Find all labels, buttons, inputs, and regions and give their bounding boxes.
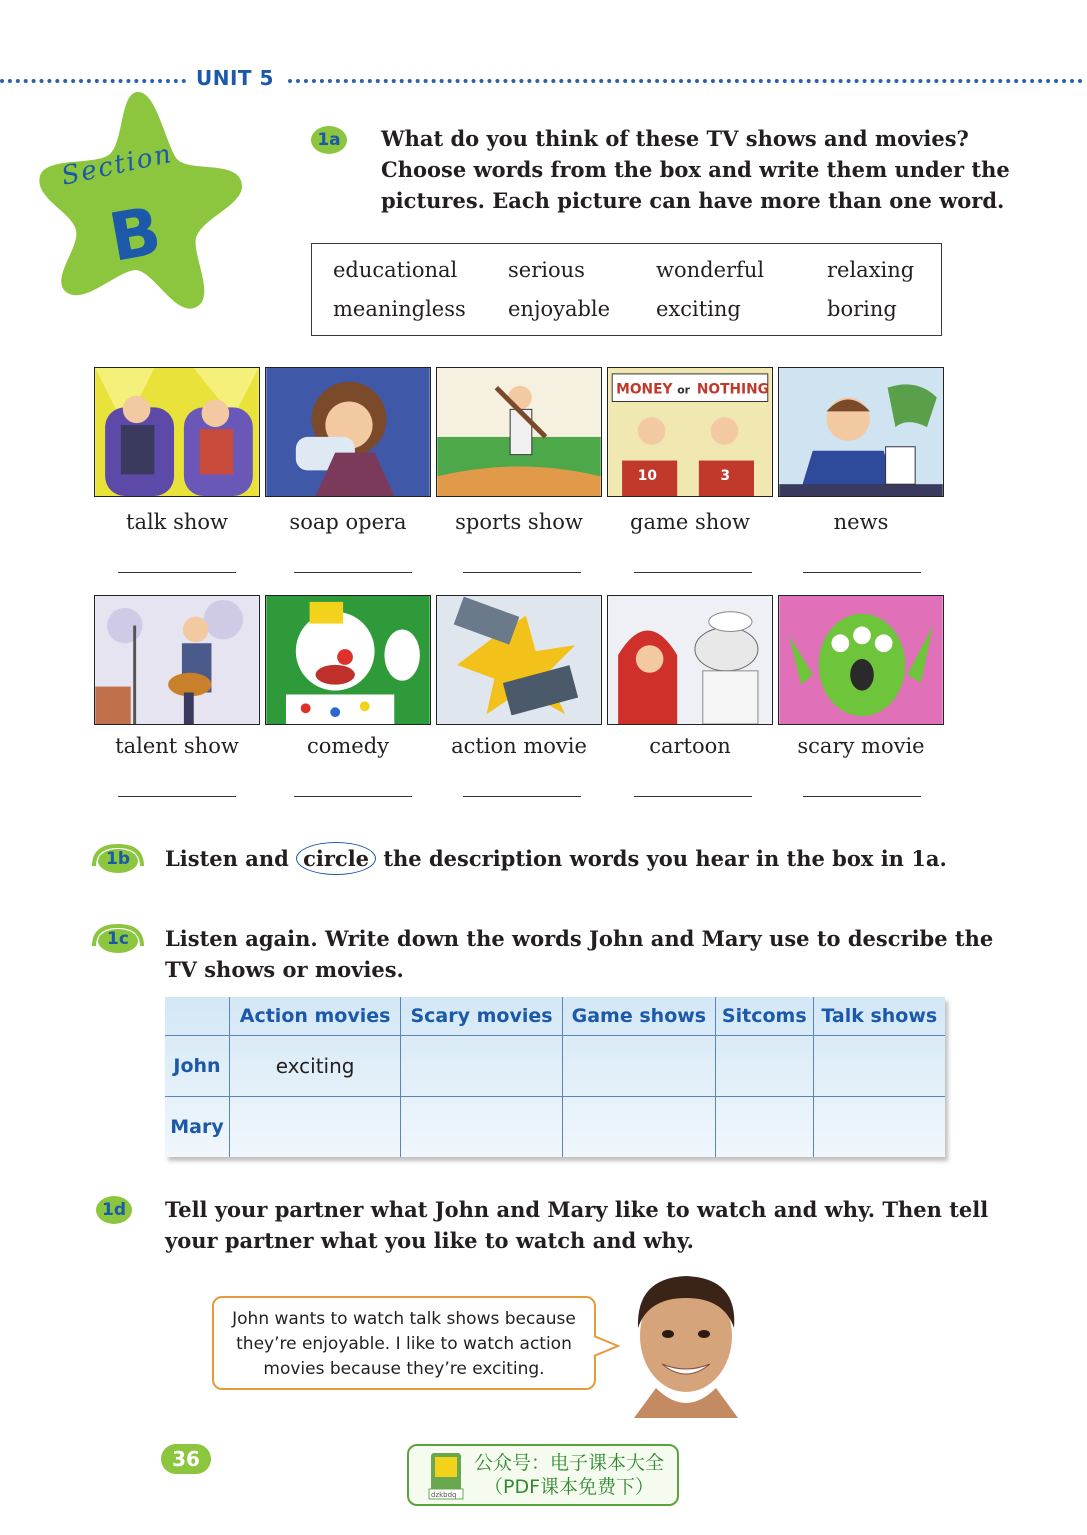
activity-1d-instruction xyxy=(165,1194,988,1256)
instruction-text: Listen and xyxy=(165,846,297,871)
instruction-line: Tell your partner what John and Mary like to watch and why. Then tell xyxy=(165,1197,989,1222)
comedy-picture xyxy=(265,595,431,725)
header-dots-right xyxy=(288,79,1083,83)
word-option[interactable]: boring xyxy=(827,297,897,321)
answer-blank[interactable] xyxy=(118,572,236,573)
table-cell[interactable] xyxy=(401,1036,563,1097)
table-corner xyxy=(165,997,230,1036)
activity-1c-label: 1c xyxy=(88,924,148,954)
table-header-row xyxy=(165,997,945,1036)
word-option[interactable]: educational xyxy=(333,258,458,282)
picture-caption: action movie xyxy=(451,734,587,758)
picture-caption: sports show xyxy=(455,510,583,534)
page-number: 36 xyxy=(161,1444,211,1474)
circled-word: circle xyxy=(296,842,376,875)
activity-1b-instruction xyxy=(165,842,947,875)
picture-caption: soap opera xyxy=(289,510,407,534)
instruction-line: your partner what you like to watch and why. xyxy=(165,1228,694,1253)
talk-show-picture xyxy=(94,367,260,497)
table-row-header: Mary xyxy=(165,1097,230,1158)
watermark-line: （PDF课本免费下） xyxy=(483,1476,655,1498)
table-cell[interactable] xyxy=(562,1036,715,1097)
speech-line: John wants to watch talk shows because xyxy=(232,1309,576,1329)
table-row-header: John xyxy=(165,1036,230,1097)
table-cell[interactable] xyxy=(562,1097,715,1158)
answer-blank[interactable] xyxy=(294,572,412,573)
word-option[interactable]: wonderful xyxy=(656,258,765,282)
instruction-line: What do you think of these TV shows and movies? xyxy=(381,126,969,151)
word-option[interactable]: serious xyxy=(508,258,585,282)
word-option[interactable]: exciting xyxy=(656,297,741,321)
activity-1b-label: 1b xyxy=(88,844,148,874)
talent-show-picture xyxy=(94,595,260,725)
header-dots-left xyxy=(0,79,186,83)
picture-caption: talk show xyxy=(126,510,228,534)
table-cell[interactable] xyxy=(813,1036,945,1097)
table-cell[interactable] xyxy=(230,1097,401,1158)
instruction-line: TV shows or movies. xyxy=(165,957,404,982)
game-score-right: 3 xyxy=(720,468,731,485)
instruction-line: Listen again. Write down the words John and Mary use to describe the xyxy=(165,926,994,951)
soap-opera-picture xyxy=(265,367,431,497)
activity-1d-label: 1d xyxy=(96,1196,132,1224)
picture-caption: game show xyxy=(630,510,750,534)
word-option[interactable]: enjoyable xyxy=(508,297,611,321)
answer-blank[interactable] xyxy=(803,796,921,797)
speech-line: movies because they’re exciting. xyxy=(263,1359,545,1379)
scary-movie-picture xyxy=(778,595,944,725)
answer-blank[interactable] xyxy=(803,572,921,573)
picture-caption: cartoon xyxy=(649,734,731,758)
picture-caption: comedy xyxy=(306,734,390,758)
table-column-header: Scary movies xyxy=(401,997,563,1036)
speech-bubble-tail xyxy=(594,1334,620,1358)
word-box xyxy=(311,243,942,336)
table-column-header: Talk shows xyxy=(813,997,945,1036)
listening-table xyxy=(165,997,945,1157)
answer-blank[interactable] xyxy=(634,572,752,573)
table-column-header: Game shows xyxy=(562,997,715,1036)
answer-blank[interactable] xyxy=(294,796,412,797)
answer-blank[interactable] xyxy=(463,796,581,797)
instruction-line: Choose words from the box and write them under the xyxy=(381,157,1010,182)
activity-1c-instruction xyxy=(165,923,993,985)
news-picture xyxy=(778,367,944,497)
section-word: Section xyxy=(58,138,176,192)
answer-blank[interactable] xyxy=(634,796,752,797)
answer-blank[interactable] xyxy=(118,796,236,797)
table-cell[interactable] xyxy=(715,1036,813,1097)
unit-title: UNIT 5 xyxy=(196,66,274,90)
game-sign-nothing: NOTHING xyxy=(696,381,769,398)
game-score-left: 10 xyxy=(637,468,657,485)
action-movie-picture xyxy=(436,595,602,725)
word-option[interactable]: relaxing xyxy=(827,258,915,282)
table-cell[interactable] xyxy=(715,1097,813,1158)
book-icon-caption: dzkbdq xyxy=(431,1491,457,1499)
activity-1a-instruction xyxy=(381,123,1010,216)
game-show-picture xyxy=(607,367,773,497)
game-sign-or: or xyxy=(677,383,690,397)
speech-line: they’re enjoyable. I like to watch action xyxy=(236,1334,572,1354)
picture-caption: talent show xyxy=(115,734,239,758)
table-row xyxy=(165,1097,945,1158)
watermark-line: 公众号：电子课本大全 xyxy=(473,1452,664,1474)
answer-blank[interactable] xyxy=(463,572,581,573)
table-cell[interactable] xyxy=(813,1097,945,1158)
cartoon-picture xyxy=(607,595,773,725)
table-column-header: Action movies xyxy=(230,997,401,1036)
watermark-badge xyxy=(407,1444,679,1506)
picture-caption: scary movie xyxy=(797,734,925,758)
game-sign-money: MONEY xyxy=(616,381,673,398)
word-option[interactable]: meaningless xyxy=(333,297,466,321)
picture-caption: news xyxy=(833,510,889,534)
section-letter: B xyxy=(103,192,167,277)
activity-1a-label: 1a xyxy=(311,126,347,154)
sports-show-picture xyxy=(436,367,602,497)
boy-photo xyxy=(628,1268,744,1418)
table-cell[interactable]: exciting xyxy=(230,1036,401,1097)
table-row xyxy=(165,1036,945,1097)
table-cell[interactable] xyxy=(401,1097,563,1158)
instruction-line: pictures. Each picture can have more than one word. xyxy=(381,188,1005,213)
instruction-text: the description words you hear in the box in 1a. xyxy=(376,846,947,871)
book-icon xyxy=(427,1451,467,1501)
table-column-header: Sitcoms xyxy=(715,997,813,1036)
speech-bubble xyxy=(212,1296,596,1390)
